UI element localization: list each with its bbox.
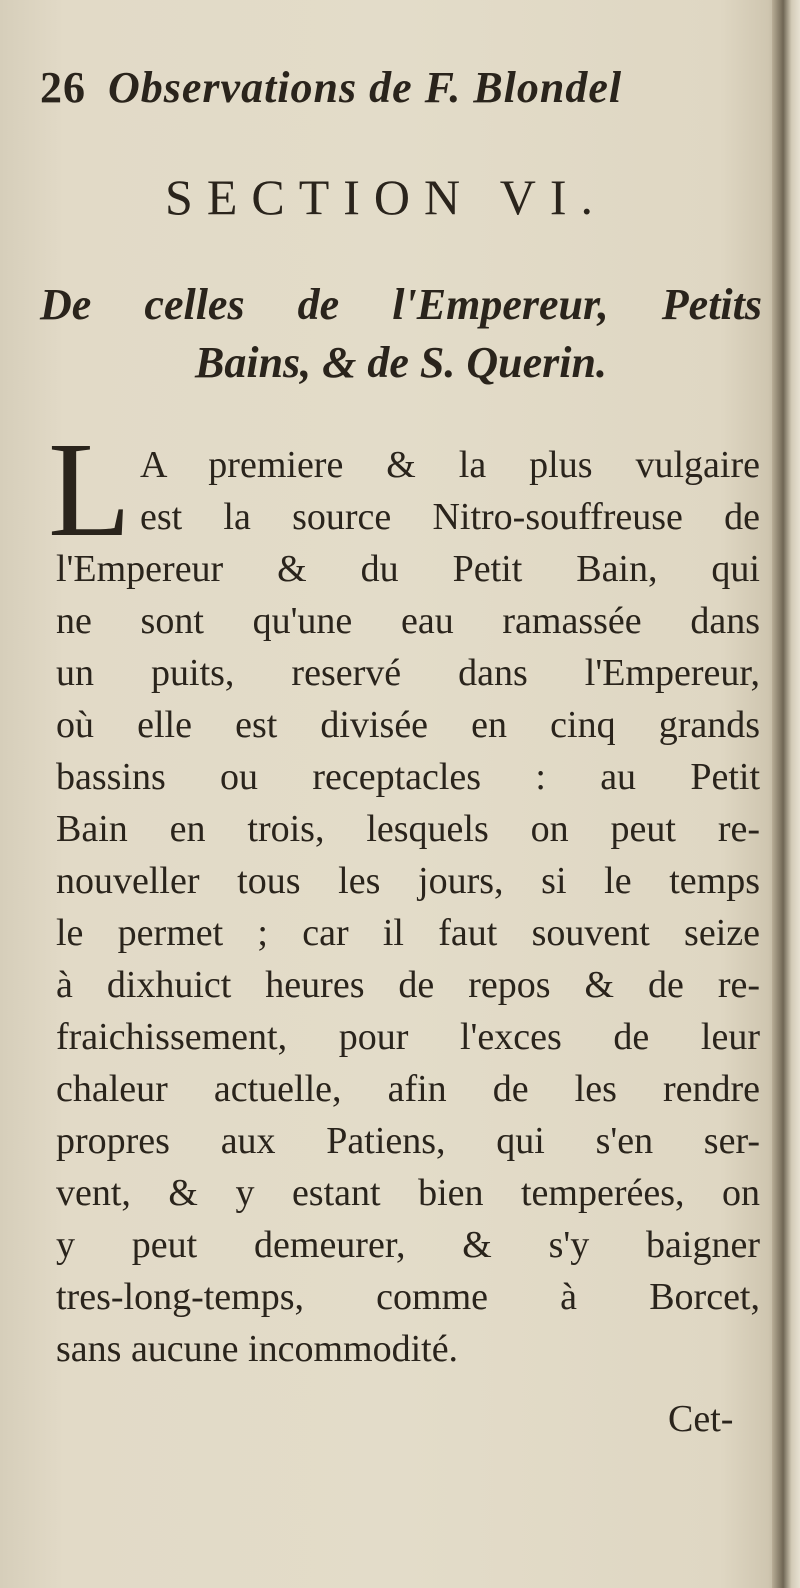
text-line: bassins ou receptacles : au Petit <box>56 756 760 798</box>
text-line: est la source Nitro-souffreuse de <box>140 496 760 538</box>
subtitle-line-1: De celles de l'Empereur, Petits <box>40 280 762 329</box>
text-line: tres-long-temps, comme à Borcet, <box>56 1276 760 1318</box>
text-line: vent, & y estant bien temperées, on <box>56 1172 760 1214</box>
text-line: A premiere & la plus vulgaire <box>140 444 760 486</box>
text-line: où elle est divisée en cinq grands <box>56 704 760 746</box>
book-gutter <box>772 0 800 1588</box>
text-line: nouveller tous les jours, si le temps <box>56 860 760 902</box>
text-line: ne sont qu'une eau ramassée dans <box>56 600 760 642</box>
text-line: chaleur actuelle, afin de les rendre <box>56 1068 760 1110</box>
running-head <box>40 62 622 113</box>
subtitle-line-2: Bains, & de S. Querin. <box>195 338 607 387</box>
section-subtitle <box>40 276 762 392</box>
text-line: sans aucune incommodité. <box>56 1328 459 1370</box>
text-line: y peut demeurer, & s'y baigner <box>56 1224 760 1266</box>
page-number: 26 <box>40 63 86 112</box>
section-heading: SECTION VI. <box>165 169 607 225</box>
text-line: l'Empereur & du Petit Bain, qui <box>56 548 760 590</box>
text-line: propres aux Patiens, qui s'en ser- <box>56 1120 760 1162</box>
text-line: le permet ; car il faut souvent seize <box>56 912 760 954</box>
drop-cap: L <box>48 415 132 565</box>
text-line: Bain en trois, lesquels on peut re- <box>56 808 760 850</box>
catchword: Cet- <box>668 1398 734 1440</box>
running-title: Observations de F. Blondel <box>108 63 623 112</box>
text-line: à dixhuict heures de repos & de re- <box>56 964 760 1006</box>
text-line: un puits, reservé dans l'Empereur, <box>56 652 760 694</box>
text-line: fraichissement, pour l'exces de leur <box>56 1016 760 1058</box>
